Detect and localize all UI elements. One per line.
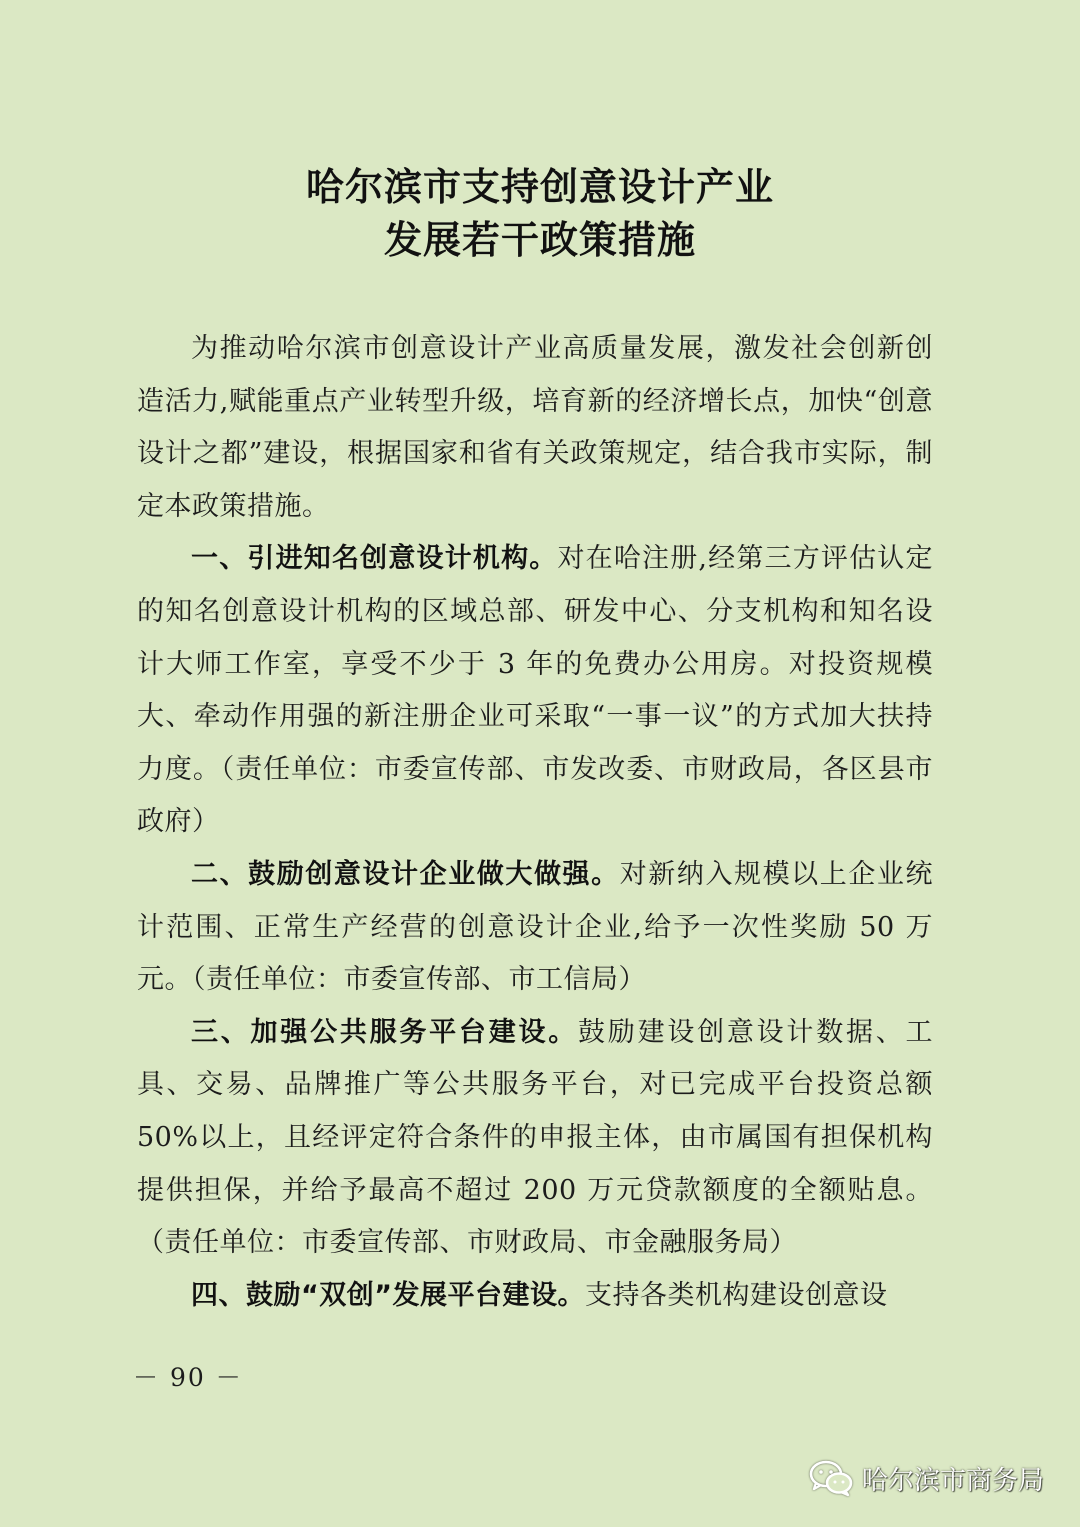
page-title — [0, 160, 1080, 266]
intro-paragraph: 为推动哈尔滨市创意设计产业高质量发展，激发社会创新创造活力,赋能重点产业转型升级，培育新的经济增长点，加快“创意设计之都”建设，根据国家和省有关政策规定，结合我市实际，制定本政策措施。 — [137, 333, 933, 522]
section-3-paragraph — [137, 1007, 933, 1270]
section-2-heading: 二、鼓励创意设计企业做大做强。 — [191, 858, 620, 890]
title-line-2: 发展若干政策措施 — [383, 217, 696, 262]
section-3-text: 鼓励建设创意设计数据、工具、交易、品牌推广等公共服务平台，对已完成平台投资总额 50%以上，且经评定符合条件的申报主体，由市属国有担保机构提供担保，并给予最高不超过 200 万元贷款额度的全额贴息。（责任单位：市委宣传部、市财政局、市金融服务局） — [137, 1016, 934, 1259]
section-1-heading: 一、引进知名创意设计机构。 — [191, 543, 558, 575]
section-3-heading: 三、加强公共服务平台建设。 — [191, 1016, 579, 1048]
section-4-heading: 四、鼓励“双创”发展平台建设。 — [191, 1279, 585, 1311]
section-1-paragraph — [137, 533, 933, 849]
watermark-text: 哈尔滨市商务局 — [861, 1465, 1044, 1496]
wechat-icon — [808, 1458, 854, 1498]
section-2-text: 对新纳入规模以上企业统计范围、正常生产经营的创意设计企业,给予一次性奖励 50 万元。（责任单位：市委宣传部、市工信局） — [137, 858, 934, 996]
section-1-text: 对在哈注册,经第三方评估认定的知名创意设计机构的区域总部、研发中心、分支机构和知名设计大师工作室，享受不少于 3 年的免费办公用房。对投资规模大、牵动作用强的新注册企业可采取“一事一议”的方式加大扶持力度。（责任单位：市委宣传部、市发改委、市财政局，各区县市政府） — [137, 543, 933, 838]
section-2-paragraph — [137, 849, 933, 1007]
title-line-1: 哈尔滨市支持创意设计产业 — [305, 164, 774, 209]
section-4-paragraph — [137, 1270, 933, 1323]
document-body — [137, 323, 933, 1322]
page-number: － 90 － — [133, 1363, 243, 1392]
section-4-text: 支持各类机构建设创意设 — [585, 1279, 888, 1311]
watermark — [808, 1456, 1044, 1500]
